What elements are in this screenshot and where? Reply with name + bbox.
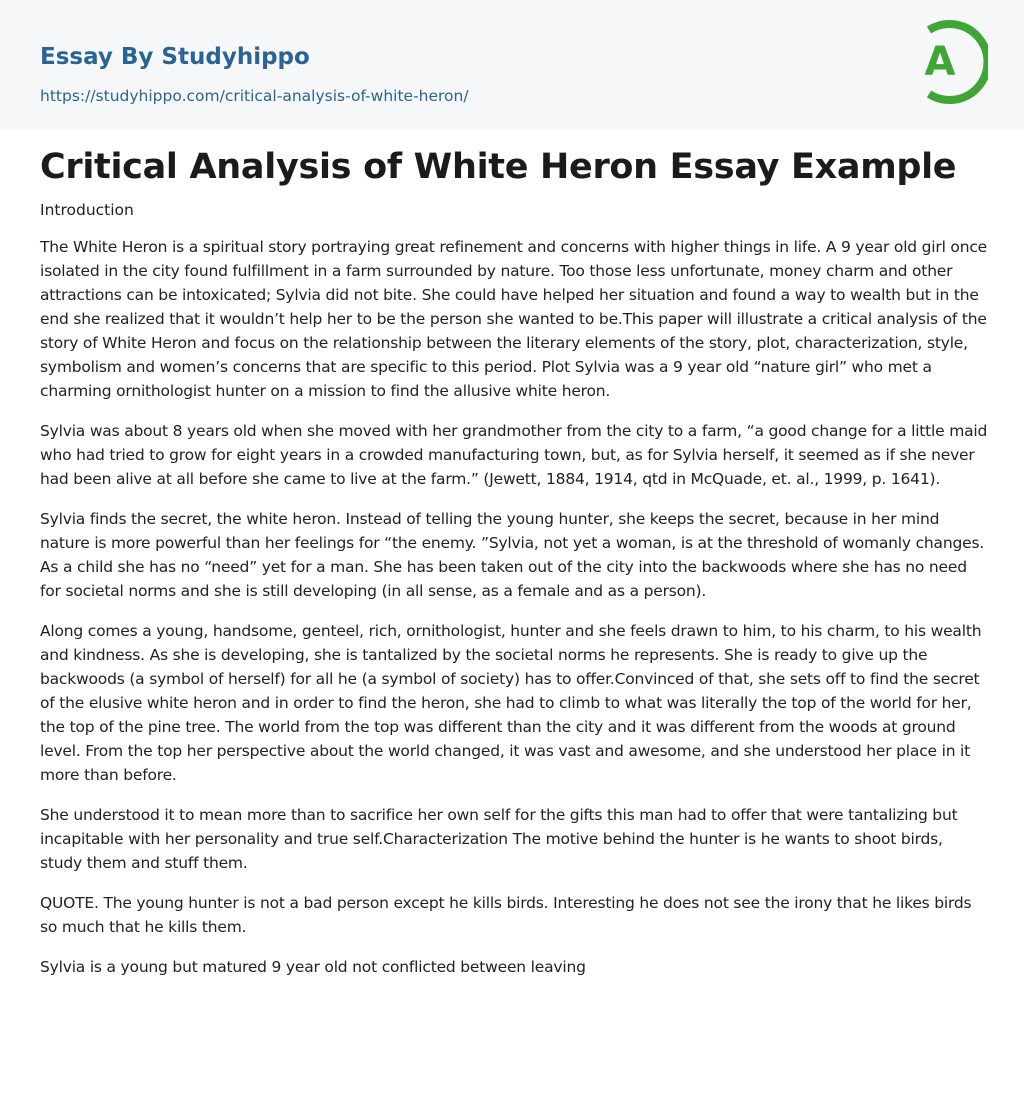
article-paragraph: Sylvia finds the secret, the white heron. Instead of telling the young hunter, she keeps the secret, because in her mind nature is more powerful than her feelings for “the enemy. ”Sylvia, not yet a woman, is at the threshold of womanly changes. As a child she has no “need” yet for a man. She has been taken out of the city into the backwoods where she has no need for societal norms and she is still developing (in all sense, as a female and as a person). [40,510,985,600]
article-paragraph: The White Heron is a spiritual story portraying great refinement and concerns with higher things in life. A 9 year old girl once isolated in the city found fulfillment in a farm surrounded by nature. Too those less unfortunate, money charm and other attractions can be intoxicated; Sylvia did not bite. She could have helped her situation and found a way to wealth but in the end she realized that it wouldn’t help her to be the person she wanted to be.This paper will illustrate a critical analysis of the story of White Heron and focus on the relationship between the literary elements of the story, plot, characterization, style, symbolism and women’s concerns that are specific to this period. Plot Sylvia was a 9 year old “nature girl” who met a charming ornithologist hunter on a mission to find the allusive white heron. [40,238,987,400]
article-url-link[interactable]: https://studyhippo.com/critical-analysis-of-white-heron/ [40,87,469,105]
section-label: Introduction [40,201,134,219]
article-body [40,198,988,995]
logo-letter: A [924,39,956,85]
article-paragraph: She understood it to mean more than to sacrifice her own self for the gifts this man had to offer that were tantalizing but incapitable with her personality and true self.Characterization The motive behind the hunter is he wants to shoot birds, study them and stuff them. [40,806,958,872]
article-paragraph: Sylvia was about 8 years old when she moved with her grandmother from the city to a farm, “a good change for a little maid who had tried to grow for eight years in a crowded manufacturing town, but, as for Sylvia herself, it seemed as if she never had been alive at all before she came to live at the farm.” (Jewett, 1884, 1914, qtd in McQuade, et. al., 1999, p. 1641). [40,422,988,488]
article-paragraph: Along comes a young, handsome, genteel, rich, ornithologist, hunter and she feels drawn to him, to his charm, to his wealth and kindness. As she is developing, she is tantalized by the societal norms he represents. She is ready to give up the backwoods (a symbol of herself) for all he (a symbol of society) has to offer.Convinced of that, she sets off to find the secret of the elusive white heron and in order to find the heron, she had to climb to what was literally the top of the world for her, the top of the pine tree. The world from the top was different than the city and it was different from the woods at ground level. From the top her perspective about the world changed, it was vast and awesome, and she understood her place in it more than before. [40,622,982,784]
page-title: Critical Analysis of White Heron Essay Example [40,147,957,187]
site-header [0,0,1024,129]
studyhippo-logo-icon[interactable] [910,18,988,106]
brand-title[interactable]: Essay By Studyhippo [40,44,310,70]
article-paragraph: QUOTE. The young hunter is not a bad person except he kills birds. Interesting he does not see the irony that he likes birds so much that he kills them. [40,894,972,936]
article-paragraph: Sylvia is a young but matured 9 year old not conflicted between leaving [40,958,586,976]
